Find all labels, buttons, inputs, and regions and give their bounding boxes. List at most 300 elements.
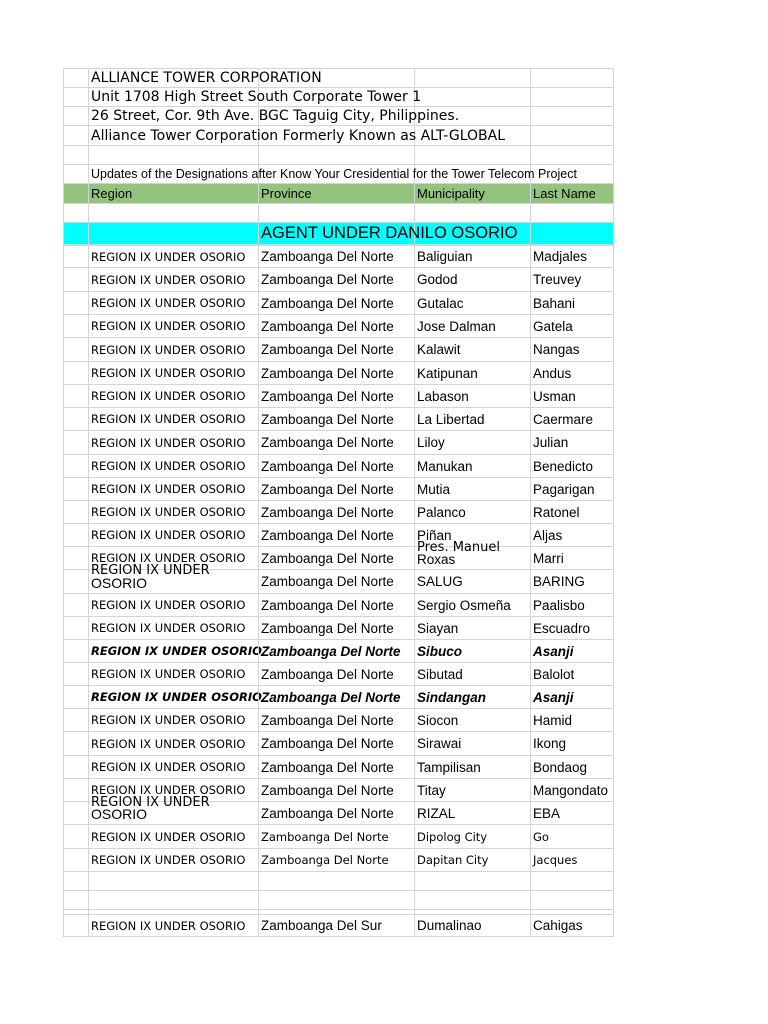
row-gutter[interactable] [63, 640, 88, 662]
cell-last-name-text: Asanji [533, 689, 574, 705]
empty-cell[interactable] [414, 872, 530, 890]
empty-cell[interactable] [88, 891, 258, 909]
row-gutter[interactable] [63, 594, 88, 616]
cell-region-text: REGION IX UNDER OSORIO [91, 736, 246, 751]
row-gutter[interactable] [63, 709, 88, 731]
row-gutter[interactable] [63, 547, 88, 569]
row-gutter[interactable] [63, 686, 88, 708]
cell-last-name-text: Escuadro [533, 620, 591, 636]
cell-municipality-text: Baliguian [417, 249, 473, 264]
table-row [63, 455, 614, 478]
cell-province[interactable] [258, 732, 414, 755]
cell-province[interactable] [258, 246, 414, 267]
cell-province[interactable] [258, 455, 414, 477]
row-gutter[interactable] [63, 107, 88, 125]
sheet-subtitle[interactable]: Updates of the Designations after Know Your Cresidential for the Tower Telecom Project [88, 165, 258, 183]
cell-last-name[interactable] [530, 501, 614, 523]
empty-cell[interactable] [258, 872, 414, 890]
cell-municipality-text: Sibuco [417, 643, 463, 659]
cell-province[interactable] [258, 431, 414, 454]
empty-cell[interactable] [414, 146, 530, 164]
cell-municipality[interactable] [414, 686, 530, 708]
cell-last-name[interactable] [530, 292, 614, 314]
empty-cell[interactable] [530, 204, 614, 222]
cell-region[interactable] [88, 408, 258, 430]
empty-cell[interactable] [258, 204, 414, 222]
table-row [63, 563, 614, 594]
cell-last-name[interactable] [530, 570, 614, 593]
cell-province[interactable] [258, 408, 414, 430]
table-row [63, 268, 614, 292]
cell-municipality[interactable] [414, 802, 530, 824]
sheet-row [63, 107, 614, 126]
cell-municipality[interactable] [414, 709, 530, 731]
cell-last-name[interactable] [530, 849, 614, 871]
company-name[interactable]: ALLIANCE TOWER CORPORATION [88, 69, 258, 87]
cell-municipality-text: Manukan [417, 458, 473, 474]
cell-province-text: Zamboanga Del Norte [261, 666, 394, 682]
empty-cell[interactable] [530, 69, 614, 87]
empty-cell[interactable] [530, 223, 614, 244]
column-header-row [63, 184, 614, 204]
row-gutter[interactable] [63, 431, 88, 454]
cell-province[interactable] [258, 802, 414, 824]
cell-last-name[interactable]: Cahigas [530, 915, 614, 936]
company-formerly-known[interactable]: Alliance Tower Corporation Formerly Known as ALT-GLOBAL [88, 126, 258, 145]
row-gutter[interactable] [63, 617, 88, 639]
table-row [63, 732, 614, 756]
row-gutter[interactable] [63, 315, 88, 337]
cell-last-name-text: Aljas [533, 527, 563, 543]
row-gutter[interactable] [63, 146, 88, 164]
cell-municipality[interactable] [414, 825, 530, 848]
cell-province[interactable] [258, 617, 414, 639]
row-gutter[interactable] [63, 872, 88, 890]
cell-last-name-text: Go [533, 829, 549, 844]
cell-region-text: REGION IX UNDER OSORIO [91, 459, 246, 473]
cell-last-name-text: Andus [533, 365, 572, 381]
cell-region-text: REGION IX UNDER OSORIO [91, 783, 246, 797]
cell-last-name-text: Nangas [533, 342, 580, 357]
cell-province[interactable] [258, 686, 414, 708]
table-row [63, 408, 614, 431]
row-gutter[interactable] [63, 292, 88, 314]
cell-last-name[interactable] [530, 617, 614, 639]
cell-province[interactable]: Zamboanga Del Sur [258, 915, 414, 936]
empty-cell[interactable] [258, 910, 414, 914]
cell-municipality[interactable] [414, 362, 530, 384]
empty-cell[interactable] [530, 88, 614, 106]
cell-municipality[interactable] [414, 849, 530, 871]
cell-region[interactable] [88, 246, 258, 267]
row-gutter[interactable] [63, 385, 88, 407]
empty-cell[interactable] [414, 891, 530, 909]
cell-province-text: Zamboanga Del Norte [261, 458, 394, 474]
cell-municipality[interactable]: Dumalinao [414, 915, 530, 936]
cell-region[interactable] [88, 478, 258, 500]
cell-last-name[interactable] [530, 268, 614, 291]
cell-municipality-text: Sibutad [417, 666, 463, 682]
table-row [63, 385, 614, 408]
cell-municipality-text: Sirawai [417, 736, 462, 751]
cell-region[interactable] [88, 385, 258, 407]
empty-cell[interactable] [414, 88, 530, 106]
row-gutter[interactable] [63, 408, 88, 430]
cell-municipality-text: SALUG [417, 574, 463, 589]
cell-municipality-text: Gutalac [417, 295, 464, 311]
cell-last-name[interactable] [530, 802, 614, 824]
cell-region[interactable] [88, 501, 258, 523]
cell-last-name[interactable] [530, 455, 614, 477]
cell-last-name-text: Gatela [533, 318, 573, 334]
cell-province[interactable] [258, 779, 414, 801]
row-gutter[interactable] [63, 223, 88, 244]
cell-province-text: Zamboanga Del Norte [261, 712, 394, 728]
cell-last-name[interactable] [530, 825, 614, 848]
empty-cell[interactable] [530, 146, 614, 164]
row-gutter[interactable] [63, 825, 88, 848]
agent-heading[interactable]: AGENT UNDER DANILO OSORIO [258, 223, 414, 244]
cell-province[interactable] [258, 362, 414, 384]
cell-region[interactable] [88, 524, 258, 546]
cell-region-text: REGION IX UNDER OSORIO [91, 342, 246, 357]
cell-municipality[interactable] [414, 732, 530, 755]
cell-municipality[interactable] [414, 594, 530, 616]
company-address-line-2[interactable]: 26 Street, Cor. 9th Ave. BGC Taguig City, Philippines. [88, 107, 258, 125]
column-header-municipality[interactable]: Municipality [414, 184, 530, 203]
cell-region[interactable] [88, 563, 258, 593]
cell-municipality-text: Labason [417, 388, 469, 404]
cell-last-name-text: Julian [533, 435, 569, 450]
cell-municipality-overflow-text: Pres. Manuel [417, 540, 500, 555]
cell-municipality-text: Dipolog City [417, 829, 488, 844]
column-header-region[interactable]: Region [88, 184, 258, 203]
cell-province-text: Zamboanga Del Norte [261, 295, 394, 311]
cell-province-text: Zamboanga Del Norte [261, 481, 394, 497]
cell-municipality[interactable] [414, 408, 530, 430]
table-row [63, 617, 614, 640]
cell-region[interactable] [88, 292, 258, 314]
cell-municipality[interactable] [414, 570, 530, 593]
cell-province-text: Zamboanga Del Norte [261, 736, 394, 751]
cell-last-name-text: Ikong [533, 736, 567, 751]
empty-cell[interactable] [530, 910, 614, 914]
empty-cell[interactable] [88, 910, 258, 914]
table-row [63, 431, 614, 455]
cell-province-text: Zamboanga Del Norte [261, 272, 394, 287]
sheet-row [63, 891, 614, 910]
cell-province-text: Zamboanga Del Norte [261, 597, 394, 613]
empty-cell[interactable] [414, 69, 530, 87]
cell-province[interactable] [258, 315, 414, 337]
row-gutter[interactable] [63, 802, 88, 824]
cell-region-text: REGION IX UNDER OSORIO [91, 296, 246, 310]
row-gutter[interactable] [63, 501, 88, 523]
cell-region[interactable] [88, 686, 262, 708]
cell-region-text: REGION IX UNDER OSORIO [91, 598, 246, 612]
cell-province[interactable] [258, 663, 414, 685]
cell-last-name[interactable] [530, 362, 614, 384]
cell-region-text: REGION IX UNDER OSORIO [91, 621, 246, 635]
row-gutter[interactable] [63, 756, 88, 778]
cell-region-text: REGION IX UNDER OSORIO [91, 644, 262, 658]
cell-last-name-text: Treuvey [533, 272, 582, 287]
cell-municipality-text: Siayan [417, 620, 459, 636]
cell-region[interactable] [88, 594, 258, 616]
cell-last-name[interactable] [530, 408, 614, 430]
cell-region[interactable] [88, 825, 258, 848]
cell-province-text: Zamboanga Del Norte [261, 574, 394, 589]
cell-municipality[interactable] [414, 385, 530, 407]
cell-province-text: Zamboanga Del Norte [261, 829, 389, 844]
cell-last-name[interactable] [530, 315, 614, 337]
cell-province[interactable] [258, 756, 414, 778]
table-row [63, 501, 614, 524]
table-row [63, 640, 614, 663]
row-gutter[interactable] [63, 184, 88, 203]
empty-cell[interactable] [530, 107, 614, 125]
cell-region-text: REGION IX UNDER OSORIO [91, 366, 246, 380]
cell-province[interactable] [258, 338, 414, 361]
cell-province-text: Zamboanga Del Norte [261, 504, 394, 520]
cell-last-name[interactable] [530, 385, 614, 407]
row-gutter[interactable] [63, 204, 88, 222]
cell-last-name[interactable] [530, 594, 614, 616]
cell-municipality-text: Roxas [417, 552, 456, 567]
cell-province-text: Zamboanga Del Norte [261, 249, 394, 264]
cell-last-name-text: Mangondato [533, 782, 609, 798]
cell-province-text: Zamboanga Del Norte [261, 782, 394, 798]
cell-region-text: REGION IX UNDER OSORIO [91, 272, 246, 287]
cell-region-text: REGION IX UNDER OSORIO [91, 853, 246, 867]
cell-municipality[interactable] [414, 501, 530, 523]
cell-last-name[interactable] [530, 478, 614, 500]
table-row [63, 756, 614, 779]
cell-last-name[interactable] [530, 732, 614, 755]
cell-province[interactable] [258, 849, 414, 871]
cell-region-text: REGION IX UNDER OSORIO [91, 505, 246, 519]
cell-province[interactable] [258, 524, 414, 546]
table-row [63, 338, 614, 362]
cell-province[interactable] [258, 478, 414, 500]
cell-region-text: REGION IX UNDER OSORIO [91, 829, 246, 844]
row-gutter[interactable] [63, 455, 88, 477]
empty-cell[interactable] [530, 872, 614, 890]
cell-region-text: REGION IX UNDER OSORIO [91, 690, 262, 704]
spreadsheet [63, 68, 614, 937]
company-address-line-1[interactable]: Unit 1708 High Street South Corporate Tower 1 [88, 88, 258, 106]
table-row [63, 315, 614, 338]
empty-cell[interactable] [258, 891, 414, 909]
table-row [63, 849, 614, 872]
cell-region[interactable] [88, 849, 258, 871]
table-row [63, 594, 614, 617]
cell-province[interactable] [258, 501, 414, 523]
cell-region[interactable] [88, 431, 258, 454]
cell-last-name[interactable] [530, 524, 614, 546]
cell-region-text: REGION IX UNDER OSORIO [91, 528, 246, 542]
cell-last-name[interactable] [530, 686, 614, 708]
cell-municipality-text: Sergio Osmeña [417, 597, 511, 613]
cell-province[interactable] [258, 709, 414, 731]
cell-region[interactable] [88, 455, 258, 477]
cell-last-name-text: Pagarigan [533, 481, 595, 497]
sheet-row [63, 204, 614, 223]
cell-municipality[interactable] [414, 663, 530, 685]
row-gutter[interactable] [63, 165, 88, 183]
cell-province-text: Zamboanga Del Norte [261, 411, 394, 427]
row-gutter[interactable] [63, 478, 88, 500]
cell-region[interactable] [88, 795, 258, 824]
cell-region[interactable] [88, 338, 258, 361]
row-gutter[interactable] [63, 915, 88, 936]
cell-municipality-text: Palanco [417, 504, 466, 520]
cell-region[interactable] [88, 756, 258, 778]
table-row [63, 915, 614, 937]
cell-municipality[interactable] [414, 478, 530, 500]
row-gutter[interactable] [63, 570, 88, 593]
cell-municipality[interactable] [414, 640, 530, 662]
row-gutter[interactable] [63, 732, 88, 755]
cell-municipality-text: Titay [417, 782, 446, 798]
cell-municipality[interactable] [414, 315, 530, 337]
table-row [63, 825, 614, 849]
cell-province-text: Zamboanga Del Norte [261, 342, 394, 357]
empty-cell[interactable] [88, 146, 258, 164]
cell-municipality-text: Kalawit [417, 342, 461, 357]
cell-province-text: Zamboanga Del Norte [261, 853, 389, 867]
cell-municipality[interactable] [414, 756, 530, 778]
row-gutter[interactable] [63, 524, 88, 546]
row-gutter[interactable] [63, 246, 88, 267]
row-gutter[interactable] [63, 663, 88, 685]
cell-province[interactable] [258, 385, 414, 407]
cell-municipality-text: Katipunan [417, 365, 478, 381]
cell-region-text: REGION IX UNDER OSORIO [91, 435, 246, 450]
table-row [63, 795, 614, 825]
cell-municipality-text: Tampilisan [417, 759, 481, 775]
cell-region[interactable] [88, 709, 258, 731]
cell-region-text: OSORIO [91, 575, 148, 591]
row-gutter[interactable] [63, 891, 88, 909]
table-row [63, 478, 614, 501]
cell-last-name[interactable] [530, 779, 614, 801]
cell-last-name[interactable] [530, 338, 614, 361]
sheet-row [63, 165, 614, 184]
row-gutter[interactable] [63, 268, 88, 291]
cell-last-name[interactable] [530, 756, 614, 778]
cell-last-name-text: Paalisbo [533, 597, 585, 613]
cell-last-name[interactable] [530, 547, 614, 569]
cell-region[interactable] [88, 732, 258, 755]
cell-region-text: OSORIO [91, 806, 148, 822]
cell-province-text: Zamboanga Del Norte [261, 805, 394, 821]
cell-last-name-text: BARING [533, 574, 585, 589]
empty-cell[interactable] [530, 891, 614, 909]
sheet-row [63, 126, 614, 146]
cell-region[interactable] [88, 362, 258, 384]
cell-province-text: Zamboanga Del Norte [261, 527, 394, 543]
cell-municipality-text: Sindangan [417, 689, 487, 705]
cell-last-name[interactable] [530, 640, 614, 662]
cell-region-overflow-text: REGION IX UNDER [91, 563, 210, 578]
cell-region[interactable]: REGION IX UNDER OSORIO [88, 915, 258, 936]
cell-last-name-text: Bahani [533, 295, 576, 311]
cell-province[interactable] [258, 640, 414, 662]
cell-province-text: Zamboanga Del Norte [261, 643, 401, 659]
row-gutter[interactable] [63, 69, 88, 87]
cell-municipality[interactable] [414, 779, 530, 801]
empty-cell[interactable] [258, 146, 414, 164]
cell-region[interactable] [88, 315, 258, 337]
empty-cell[interactable] [88, 223, 258, 244]
cell-province[interactable] [258, 594, 414, 616]
empty-cell[interactable] [88, 872, 258, 890]
cell-region[interactable] [88, 617, 258, 639]
row-gutter[interactable] [63, 362, 88, 384]
table-row [63, 686, 614, 709]
table-row [63, 292, 614, 315]
cell-municipality[interactable] [414, 338, 530, 361]
cell-province-text: Zamboanga Del Norte [261, 689, 401, 705]
cell-region[interactable] [88, 640, 262, 662]
cell-last-name[interactable] [530, 246, 614, 267]
cell-province[interactable] [258, 292, 414, 314]
cell-municipality[interactable] [414, 431, 530, 454]
cell-province[interactable] [258, 547, 414, 569]
cell-last-name[interactable] [530, 709, 614, 731]
cell-province[interactable] [258, 268, 414, 291]
cell-region[interactable] [88, 663, 258, 685]
cell-region-text: REGION IX UNDER OSORIO [91, 249, 246, 264]
column-header-province[interactable]: Province [258, 184, 414, 203]
cell-municipality[interactable] [414, 455, 530, 477]
row-gutter[interactable] [63, 126, 88, 145]
cell-municipality-text: Mutia [417, 481, 451, 497]
cell-municipality-text: La Libertad [417, 411, 485, 427]
empty-cell[interactable] [88, 204, 258, 222]
row-gutter[interactable] [63, 779, 88, 801]
cell-municipality[interactable] [414, 617, 530, 639]
cell-last-name[interactable] [530, 431, 614, 454]
empty-cell[interactable] [530, 126, 614, 145]
empty-cell[interactable] [414, 910, 530, 914]
cell-last-name-text: Hamid [533, 712, 573, 728]
cell-municipality[interactable] [414, 246, 530, 267]
cell-region-text: REGION IX UNDER OSORIO [91, 760, 246, 774]
cell-last-name[interactable] [530, 663, 614, 685]
column-header-last-name[interactable]: Last Name [530, 184, 614, 203]
row-gutter[interactable] [63, 88, 88, 106]
cell-last-name-text: Asanji [533, 643, 574, 659]
cell-province[interactable] [258, 825, 414, 848]
sheet-row [63, 68, 614, 88]
cell-municipality[interactable] [414, 292, 530, 314]
cell-region[interactable] [88, 268, 258, 291]
row-gutter[interactable] [63, 910, 88, 914]
cell-municipality[interactable] [414, 268, 530, 291]
cell-region-text: REGION IX UNDER OSORIO [91, 551, 246, 565]
row-gutter[interactable] [63, 338, 88, 361]
sheet-row [63, 872, 614, 891]
cell-province[interactable] [258, 570, 414, 593]
cell-municipality-text: Godod [417, 272, 458, 287]
empty-cell[interactable] [414, 204, 530, 222]
cell-municipality[interactable] [414, 540, 530, 569]
table-row [63, 709, 614, 732]
table-row [63, 362, 614, 385]
row-gutter[interactable] [63, 849, 88, 871]
